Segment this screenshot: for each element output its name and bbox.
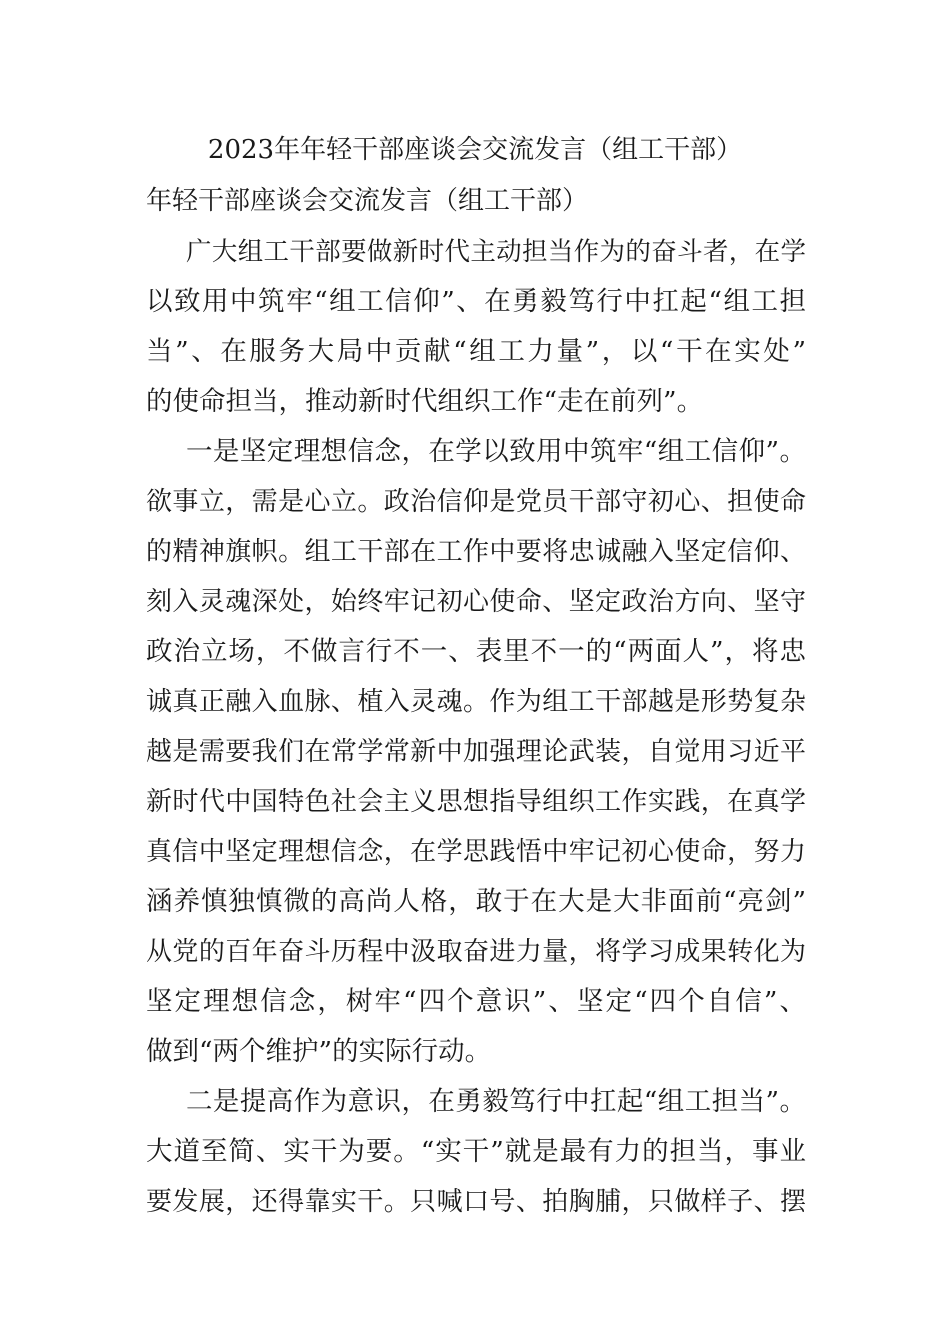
paragraph-line: 大道至简、实干为要。“实干”就是最有力的担当，事业 [146, 1136, 806, 1167]
paragraph-line: 的精神旗帜。组工干部在工作中要将忠诚融入坚定信仰、 [146, 537, 806, 567]
paragraph-line: 要发展，还得靠实干。只喊口号、拍胸脯，只做样子、摆 [146, 1187, 806, 1217]
paragraph-line: 的使命担当，推动新时代组织工作“走在前列”。 [146, 386, 704, 417]
paragraph-line: 越是需要我们在常学常新中加强理论武装，自觉用习近平 [146, 737, 806, 767]
paragraph-line: 新时代中国特色社会主义思想指导组织工作实践，在真学 [146, 787, 806, 817]
paragraph-line: 坚定理想信念，树牢“四个意识”、坚定“四个自信”、 [146, 986, 806, 1017]
paragraph-line: 二是提高作为意识，在勇毅笃行中扛起“组工担当”。 [186, 1086, 806, 1117]
paragraph-line: 诚真正融入血脉、植入灵魂。作为组工干部越是形势复杂 [146, 687, 806, 717]
paragraph-line: 一是坚定理想信念，在学以致用中筑牢“组工信仰”。 [186, 436, 806, 467]
paragraph-line: 政治立场，不做言行不一、表里不一的“两面人”，将忠 [146, 636, 806, 667]
paragraph-line: 欲事立，需是心立。政治信仰是党员干部守初心、担使命 [146, 487, 806, 517]
paragraph-line: 以致用中筑牢“组工信仰”、在勇毅笃行中扛起“组工担 [146, 286, 806, 317]
paragraph-line: 涵养慎独慎微的高尚人格，敢于在大是大非面前“亮剑” [146, 886, 806, 917]
paragraph-line: 做到“两个维护”的实际行动。 [146, 1036, 492, 1067]
paragraph-line: 广大组工干部要做新时代主动担当作为的奋斗者，在学 [186, 237, 806, 267]
document-title: 2023年年轻干部座谈会交流发言（组工干部） [207, 135, 743, 165]
paragraph-line: 刻入灵魂深处，始终牢记初心使命、坚定政治方向、坚守 [146, 587, 806, 617]
paragraph-line: 真信中坚定理想信念，在学思践悟中牢记初心使命，努力 [146, 837, 806, 867]
document-subtitle: 年轻干部座谈会交流发言（组工干部） [146, 186, 589, 216]
paragraph-line: 当”、在服务大局中贡献“组工力量”，以“干在实处” [146, 336, 806, 367]
paragraph-line: 从党的百年奋斗历程中汲取奋进力量，将学习成果转化为 [146, 937, 806, 967]
